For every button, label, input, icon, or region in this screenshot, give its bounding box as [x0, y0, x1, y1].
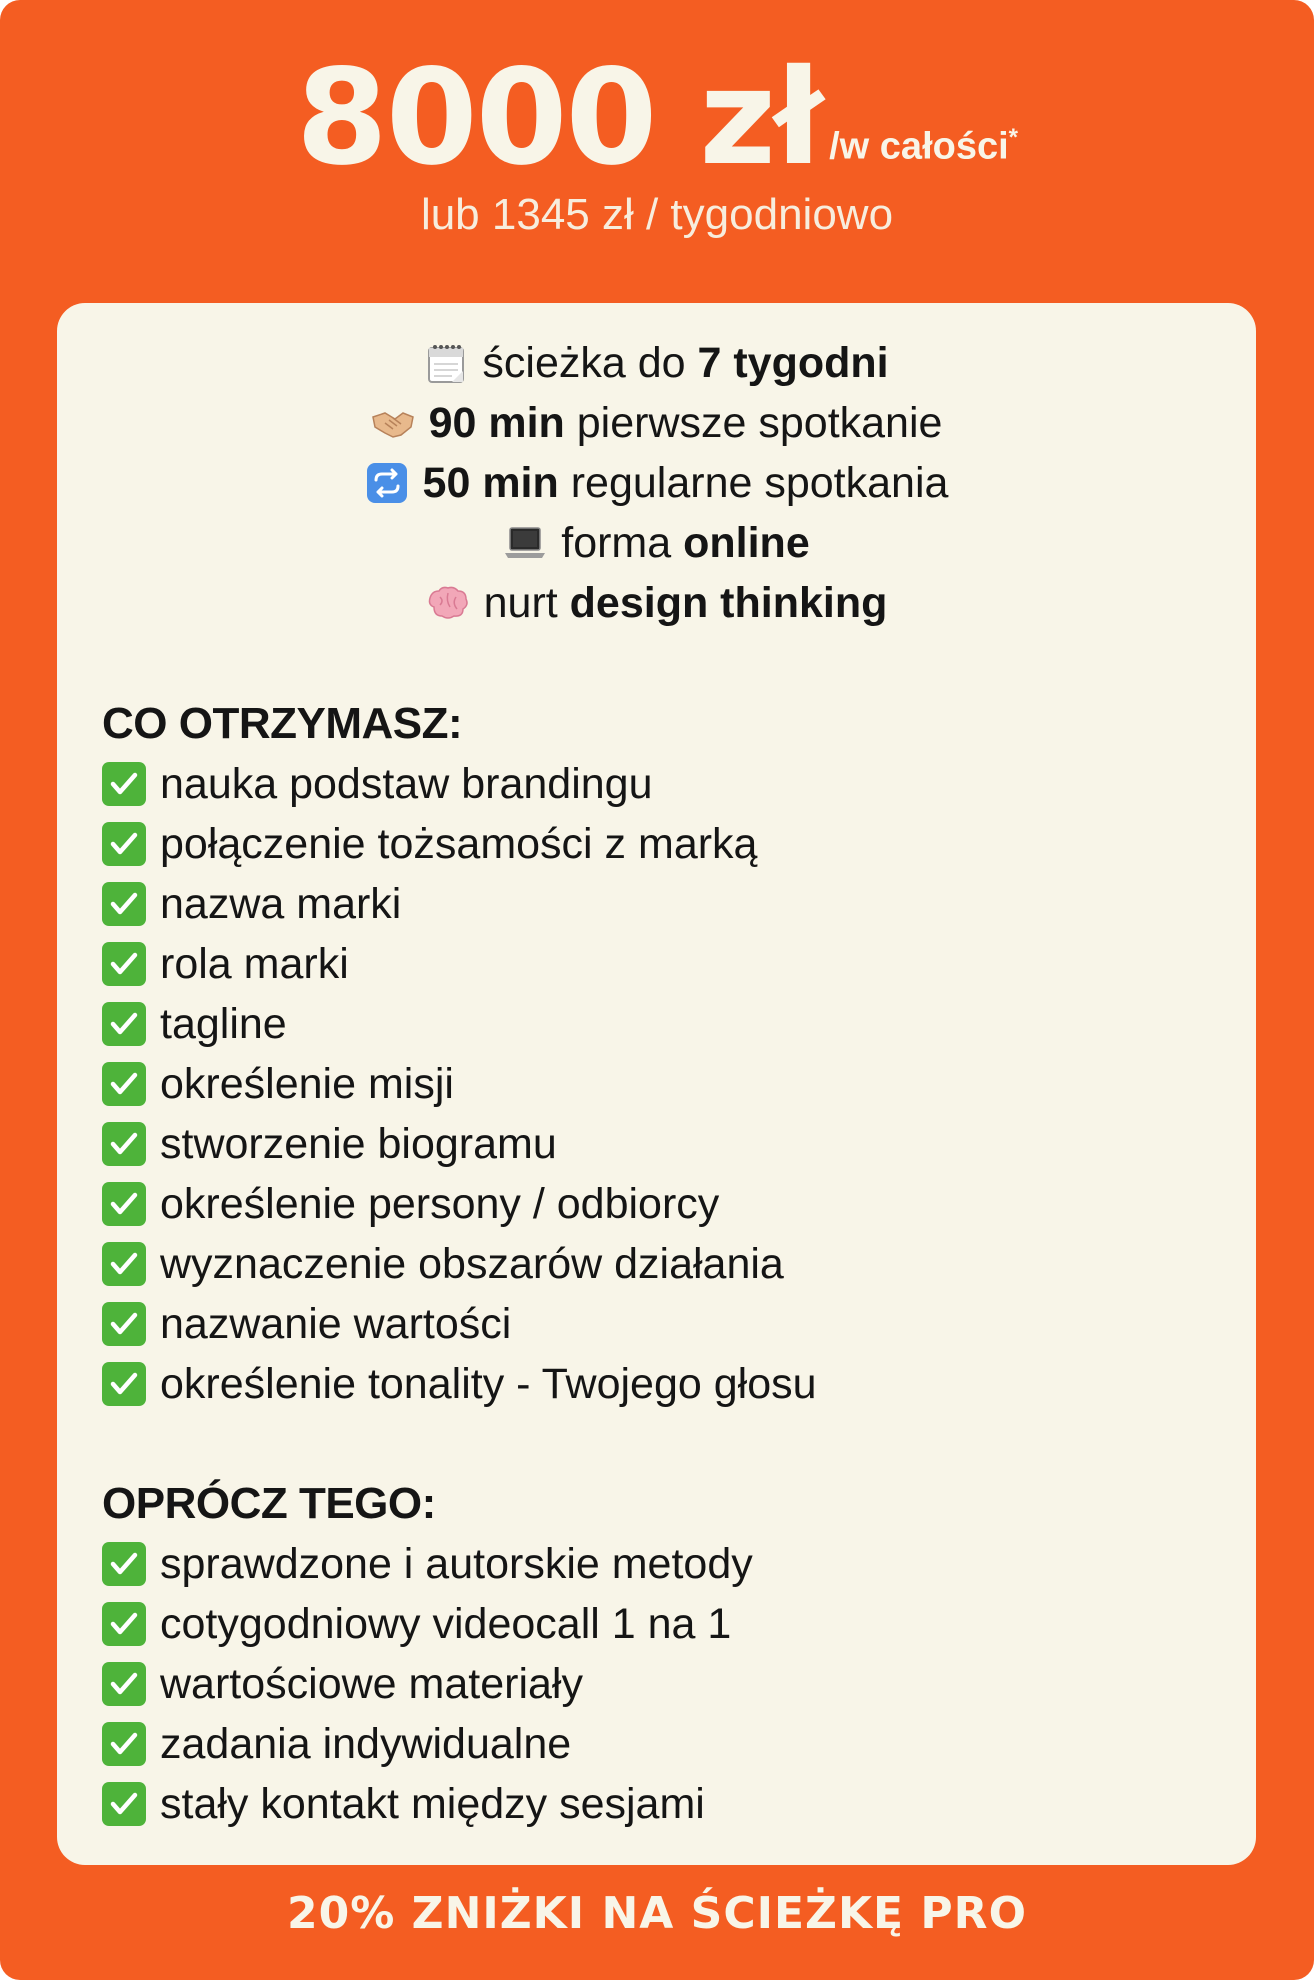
price-suffix	[829, 126, 1018, 166]
checkmark-icon	[102, 1062, 146, 1106]
list-item-label: cotygodniowy videocall 1 na 1	[160, 1599, 732, 1648]
list-item	[102, 874, 1202, 934]
list-item	[102, 1354, 1202, 1414]
price-suffix-text: /w całości	[829, 126, 1009, 168]
list-item	[102, 1654, 1202, 1714]
section-title: CO OTRZYMASZ:	[102, 699, 463, 748]
list-item-label: nauka podstaw brandingu	[160, 759, 653, 808]
list-item-label: nazwa marki	[160, 879, 402, 928]
facts-list	[57, 333, 1256, 633]
list-item	[102, 814, 1202, 874]
fact-format	[57, 513, 1256, 573]
list-item-label: zadania indywidualne	[160, 1719, 572, 1768]
list-item-label: określenie tonality - Twojego głosu	[160, 1359, 817, 1408]
list-item	[102, 1054, 1202, 1114]
price-amount: 8000 zł	[295, 41, 822, 195]
section-co-otrzymasz	[102, 694, 1202, 1414]
list-item-label: określenie misji	[160, 1059, 454, 1108]
list-item	[102, 1534, 1202, 1594]
fact-first-meeting-text: 90 min pierwsze spotkanie	[428, 399, 943, 447]
checkmark-icon	[102, 1242, 146, 1286]
checkmark-icon	[102, 1182, 146, 1226]
list-item-label: sprawdzone i autorskie metody	[160, 1539, 753, 1588]
list-item-label: stały kontakt między sesjami	[160, 1779, 705, 1828]
checkmark-icon	[102, 1302, 146, 1346]
weekly-price: lub 1345 zł / tygodniowo	[420, 190, 894, 239]
checkmark-icon	[102, 1722, 146, 1766]
fact-approach-text: nurt design thinking	[483, 579, 888, 627]
laptop-icon	[503, 521, 547, 565]
list-item	[102, 1294, 1202, 1354]
repeat-icon	[365, 461, 409, 505]
list-item	[102, 1234, 1202, 1294]
fact-format-text: forma online	[561, 519, 810, 567]
fact-regular-meetings	[57, 453, 1256, 513]
fact-duration	[57, 333, 1256, 393]
calendar-icon	[424, 341, 468, 385]
checkmark-icon	[102, 1542, 146, 1586]
checkmark-icon	[102, 882, 146, 926]
handshake-icon	[371, 401, 415, 445]
list-item-label: stworzenie biogramu	[160, 1119, 557, 1168]
checkmark-icon	[102, 762, 146, 806]
list-item	[102, 1774, 1202, 1834]
discount-banner: 20% ZNIŻKI NA ŚCIEŻKĘ PRO	[287, 1888, 1027, 1939]
price-row	[0, 41, 1314, 195]
checkmark-icon	[102, 1362, 146, 1406]
list-item-label: wyznaczenie obszarów działania	[160, 1239, 784, 1288]
checkmark-icon	[102, 1782, 146, 1826]
list-item	[102, 1714, 1202, 1774]
list-item-label: tagline	[160, 999, 287, 1048]
list-item-label: rola marki	[160, 939, 349, 988]
list-item-label: wartościowe materiały	[160, 1659, 583, 1708]
list-item	[102, 934, 1202, 994]
price-header	[0, 41, 1314, 240]
list-item	[102, 994, 1202, 1054]
section-oprocz-tego	[102, 1474, 1202, 1834]
checkmark-icon	[102, 822, 146, 866]
fact-duration-text: ścieżka do 7 tygodni	[482, 339, 889, 387]
checkmark-icon	[102, 1122, 146, 1166]
list-item	[102, 1174, 1202, 1234]
list-item-label: nazwanie wartości	[160, 1299, 512, 1348]
list-item	[102, 1594, 1202, 1654]
list-item	[102, 754, 1202, 814]
checkmark-icon	[102, 1602, 146, 1646]
brain-icon	[426, 581, 470, 625]
list-item-label: połączenie tożsamości z marką	[160, 819, 758, 868]
checkmark-icon	[102, 942, 146, 986]
fact-approach	[57, 573, 1256, 633]
details-panel	[57, 303, 1256, 1865]
price-asterisk: *	[1008, 124, 1019, 152]
list-item-label: określenie persony / odbiorcy	[160, 1179, 720, 1228]
checkmark-icon	[102, 1002, 146, 1046]
fact-regular-meetings-text: 50 min regularne spotkania	[422, 459, 949, 507]
fact-first-meeting	[57, 393, 1256, 453]
list-item	[102, 1114, 1202, 1174]
checkmark-icon	[102, 1662, 146, 1706]
section-title: OPRÓCZ TEGO:	[102, 1479, 436, 1528]
